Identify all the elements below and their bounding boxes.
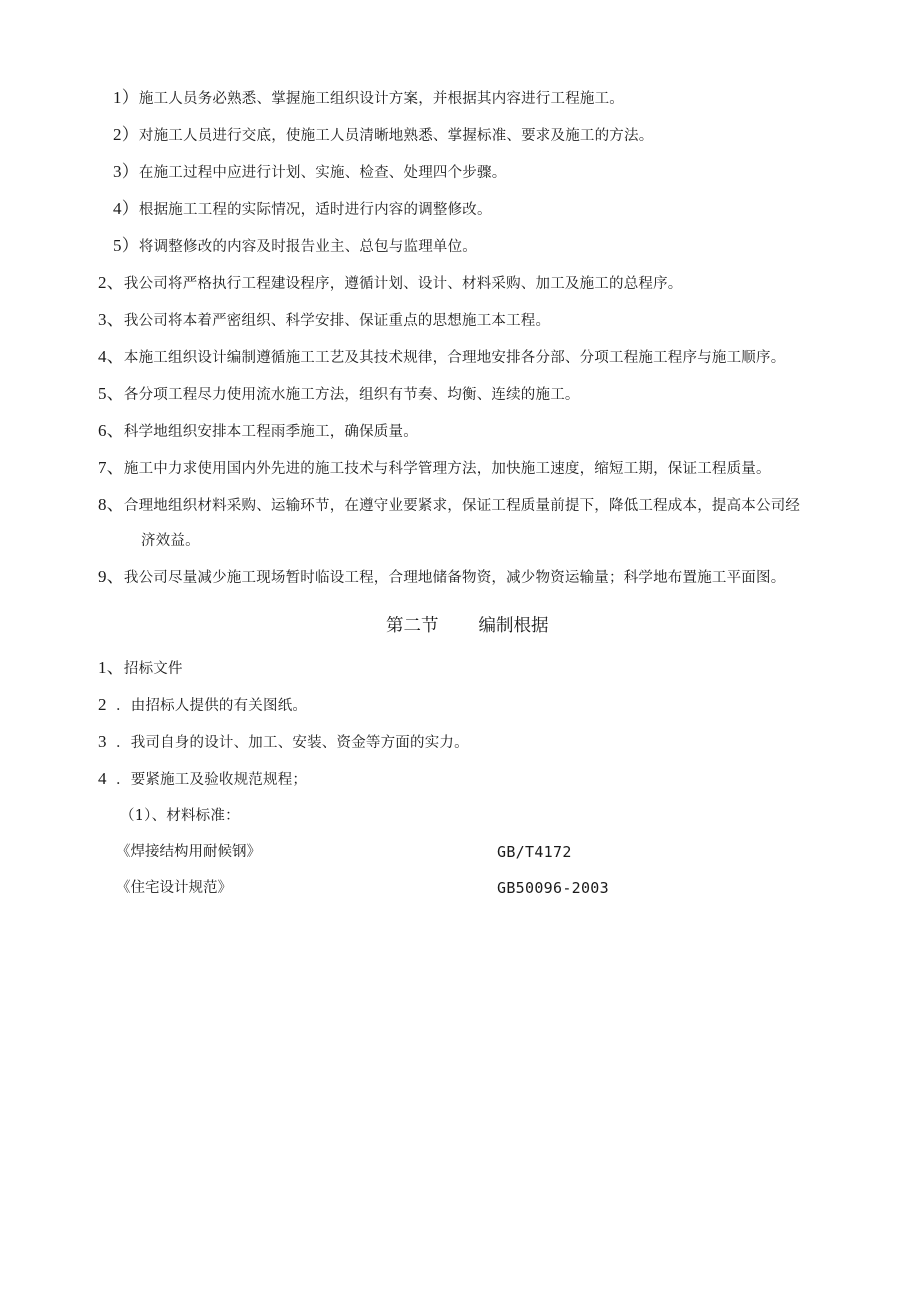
standard-name: 《住宅设计规范》 (116, 880, 232, 896)
list-item (113, 88, 624, 109)
item-text: 将调整修改的内容及时报告业主、总包与监理单位。 (138, 239, 478, 255)
item-number: 3、 (98, 310, 124, 329)
item-text: ．我司自身的设计、加工、安装、资金等方面的实力。 (116, 735, 469, 751)
list-item (113, 125, 653, 146)
section-heading-number: 第二节 (386, 616, 439, 636)
item-text: ．由招标人提供的有关图纸。 (116, 698, 308, 714)
item-text: 我公司尽量减少施工现场暂时临设工程，合理地储备物资，减少物资运输量；科学地布置施工平面图。 (123, 570, 786, 586)
item-number: 4 (98, 769, 107, 788)
sub-heading-text: （1）、材料标准： (120, 808, 240, 824)
item-text: 各分项工程尽力使用流水施工方法，组织有节奏、均衡、连续的施工。 (123, 387, 580, 403)
list-item (98, 347, 785, 368)
list-item (98, 732, 469, 753)
item-text: 施工人员务必熟悉、掌握施工组织设计方案，并根据其内容进行工程施工。 (138, 91, 625, 107)
list-item (98, 495, 800, 516)
item-text: 本施工组织设计编制遵循施工工艺及其技术规律，合理地安排各分部、分项工程施工程序与施工顺序。 (123, 350, 786, 366)
list-item (98, 658, 183, 679)
item-text: 济效益。 (141, 533, 200, 549)
list-item (98, 421, 418, 442)
item-text: ．要紧施工及验收规范规程； (116, 772, 308, 788)
list-item (113, 162, 506, 183)
item-number: 2） (113, 125, 139, 144)
list-item (98, 384, 580, 405)
item-number: 1） (113, 88, 139, 107)
standard-code: GB/T4172 (497, 843, 572, 861)
item-text: 科学地组织安排本工程雨季施工，确保质量。 (123, 424, 418, 440)
item-number: 6、 (98, 421, 124, 440)
section-heading-title: 编制根据 (478, 616, 549, 636)
item-number: 8、 (98, 495, 124, 514)
item-text: 根据施工工程的实际情况，适时进行内容的调整修改。 (138, 202, 492, 218)
item-text: 合理地组织材料采购、运输环节，在遵守业要紧求，保证工程质量前提下，降低工程成本，提高本公司经 (123, 498, 801, 514)
item-text: 在施工过程中应进行计划、实施、检查、处理四个步骤。 (138, 165, 507, 181)
item-text: 对施工人员进行交底，使施工人员清晰地熟悉、掌握标准、要求及施工的方法。 (138, 128, 654, 144)
list-item (98, 273, 683, 294)
section-heading (386, 614, 549, 638)
item-number: 2、 (98, 273, 124, 292)
item-number: 5、 (98, 384, 124, 403)
item-number: 4） (113, 199, 139, 218)
list-item (113, 236, 477, 257)
item-number: 5） (113, 236, 139, 255)
item-text: 施工中力求使用国内外先进的施工技术与科学管理方法，加快施工速度，缩短工期，保证工程质量。 (123, 461, 771, 477)
list-item (113, 199, 492, 220)
list-item (98, 458, 771, 479)
list-item (98, 567, 785, 588)
item-number: 3） (113, 162, 139, 181)
standard-code: GB50096-2003 (497, 879, 609, 897)
item-number: 4、 (98, 347, 124, 366)
list-item (98, 769, 307, 790)
item-number: 9、 (98, 567, 124, 586)
item-number: 7、 (98, 458, 124, 477)
list-item-continuation (141, 531, 200, 551)
standard-name: 《焊接结构用耐候钢》 (116, 844, 261, 860)
item-number: 2 (98, 695, 107, 714)
sub-heading (120, 806, 240, 826)
item-text: 招标文件 (123, 661, 183, 677)
item-number: 3 (98, 732, 107, 751)
item-text: 我公司将严格执行工程建设程序，遵循计划、设计、材料采购、加工及施工的总程序。 (123, 276, 683, 292)
list-item (98, 310, 550, 331)
item-number: 1、 (98, 658, 124, 677)
item-text: 我公司将本着严密组织、科学安排、保证重点的思想施工本工程。 (123, 313, 551, 329)
list-item (98, 695, 307, 716)
